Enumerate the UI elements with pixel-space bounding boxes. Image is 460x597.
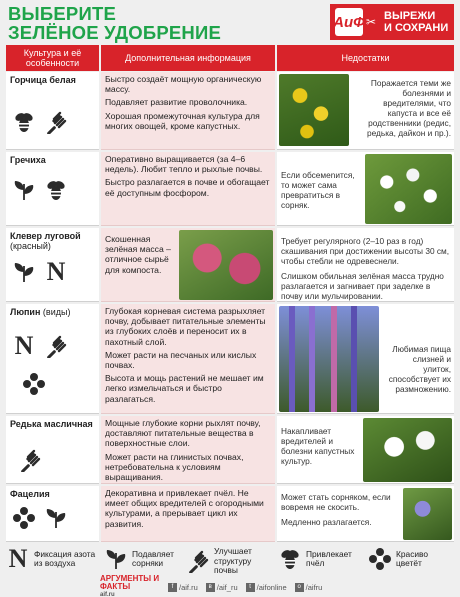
ok-icon: o (295, 583, 304, 592)
row-clover-drawback: Требует регулярного (2–10 раз в год) скашивания при достижении высоты 30 см, чтобы стебли не одревеснели. Слишком обильная зелёная масса трудно разлагается и загнивает при заделке в почву или мульчировании. (277, 228, 454, 302)
flower-icon (22, 372, 46, 396)
nitrogen-icon: N (14, 331, 34, 360)
nitrogen-icon: N (8, 544, 28, 573)
flower-icon (368, 547, 392, 571)
row-oilradish-culture (6, 416, 99, 484)
nitrogen-icon: N (46, 257, 66, 286)
header-info: Дополнительная информация (101, 45, 275, 71)
bee-icon (12, 110, 36, 134)
lupin-photo (279, 306, 379, 412)
culture-name: Гречиха (10, 155, 46, 165)
twitter-icon: t (246, 583, 255, 592)
legend-item: N Фиксация азота из воздуха (6, 547, 104, 571)
leaves-icon (104, 547, 128, 571)
legend-item: Улучшает структуру почвы (186, 547, 274, 576)
header-drawbacks: Недостатки (277, 45, 454, 71)
header-culture: Культура и её особенности (6, 45, 99, 71)
culture-name: Фацелия (10, 489, 50, 499)
row-phacelia-info: Декоративна и привлекает пчёл. Не имеет общих вредителей с огородными культурами, а прерывает цикл их развития. (101, 486, 275, 542)
scissors-icon: ✂ (366, 15, 377, 29)
aif-logo: АиФ (335, 8, 363, 36)
row-mustard-drawback: Поражается теми же болезнями и вредителями, что капуста и все её родственники (редис, редька, дайкон и пр.). (277, 72, 454, 150)
social-link[interactable]: f /aif.ru (168, 583, 198, 592)
footer (0, 574, 460, 597)
row-buckwheat-culture (6, 152, 99, 226)
culture-name: Горчица белая (10, 75, 76, 85)
phacelia-photo (403, 488, 452, 540)
row-clover-info: Скошенная зелёная масса – отличное сырьё для компоста. (101, 228, 275, 302)
social-link[interactable]: o /aifru (295, 583, 323, 592)
row-phacelia-drawback: Может стать сорняком, если вовремя не скосить. Медленно разлагается. (277, 486, 454, 542)
row-oilradish-drawback: Накапливает вредителей и болезни капустных культур. (277, 416, 454, 484)
row-lupin-drawback: Любимая пища слизней и улиток, способствует их размножению. (277, 304, 454, 414)
bee-icon (44, 178, 68, 202)
page-title: ВЫБЕРИТЕ ЗЕЛЁНОЕ УДОБРЕНИЕ (8, 3, 222, 43)
leaves-icon (12, 178, 36, 202)
row-lupin-info: Глубокая корневая система разрыхляет почву, добывает питательные элементы из глубоких слоёв и переносит их в пахотный слой. Может расти на песчаных или кислых почвах. Высота и мощь растений не мешает им легко измельчаться и быстро разлагаться. (101, 304, 275, 414)
fork-icon (44, 110, 68, 134)
flower-icon (12, 506, 36, 530)
row-clover-culture: Клевер луговой (красный) N (6, 228, 99, 302)
aif-footer-logo: АРГУМЕНТЫ И ФАКТЫ aif.ru (100, 574, 160, 597)
culture-name: Люпин (10, 307, 41, 317)
social-link[interactable]: t /aifonline (246, 583, 287, 592)
bee-icon (278, 547, 302, 571)
row-oilradish-info: Мощные глубокие корни рыхлят почву, доставляют питательные вещества в поверхностные слои. Может расти на глинистых почвах, нетребовательна к условиям выращивания. (101, 416, 275, 484)
mustard-photo (279, 74, 349, 146)
fork-icon (18, 448, 42, 472)
facebook-icon: f (168, 583, 177, 592)
leaves-icon (12, 260, 36, 284)
row-lupin-culture: Люпин (виды) N (6, 304, 99, 414)
legend-item: Подавляет сорняки (104, 547, 182, 571)
vk-icon: в (206, 583, 215, 592)
fork-icon (186, 549, 210, 573)
social-link[interactable]: в /aif_ru (206, 583, 238, 592)
legend-item: Привлекает пчёл (278, 547, 356, 571)
cut-and-save-badge: АиФ ✂ ВЫРЕЖИ И СОХРАНИ (330, 4, 454, 40)
culture-name: Клевер луговой (10, 231, 81, 241)
oilradish-photo (363, 418, 452, 482)
culture-name: Редька масличная (10, 419, 93, 429)
row-phacelia-culture (6, 486, 99, 542)
row-buckwheat-drawback: Если обсемenится, то может сама превратиться в сорняк. (277, 152, 454, 226)
row-mustard-info: Быстро создаёт мощную органическую массу. Подавляет развитие проволочника. Хорошая промежуточная культура для многих овощей, кроме капустных. (101, 72, 275, 150)
row-buckwheat-info: Оперативно выращивается (за 4–6 недель). Любит тепло и рыхлые почвы. Быстро разлагается в почве и обогащает её доступным фосфором. (101, 152, 275, 226)
legend (6, 545, 454, 573)
leaves-icon (44, 506, 68, 530)
legend-item: Красиво цветёт (368, 547, 450, 571)
fork-icon (44, 334, 68, 358)
row-mustard-culture (6, 72, 99, 150)
clover-photo (179, 230, 273, 300)
buckwheat-photo (365, 154, 452, 224)
